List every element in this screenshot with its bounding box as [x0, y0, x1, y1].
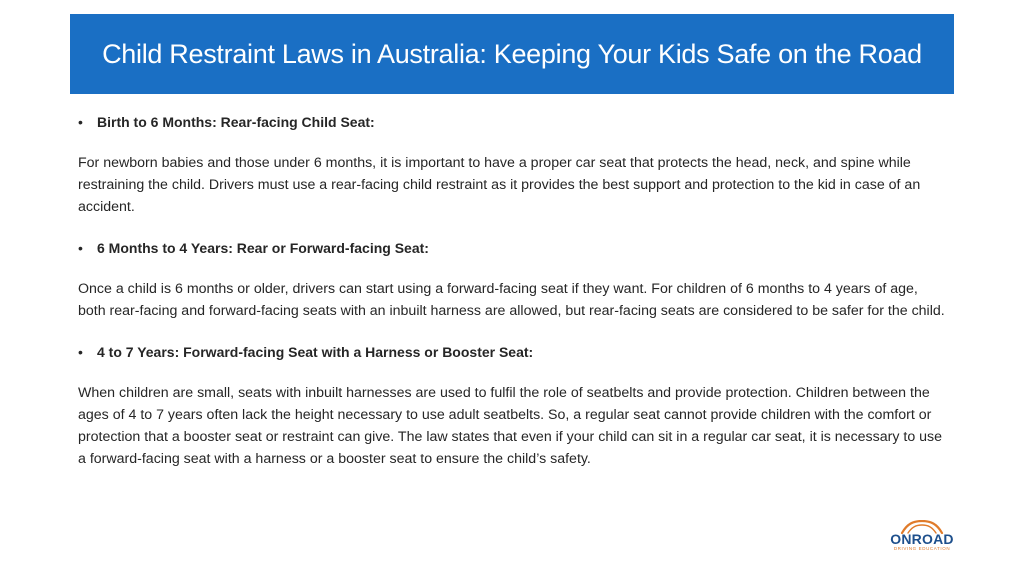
logo-name: ONROAD [890, 531, 954, 547]
section-paragraph: When children are small, seats with inbuilt harnesses are used to fulfil the role of seatbelts and provide protection. Children between the ages of 4 to 7 years often lack the height necessary to use adult seatbelts. So, a regular seat cannot provide children with the comfort or protection that a booster seat or restraint can give. The law states that even if your child can sit in a regular car seat, it is necessary to use a forward-facing seat with a harness or a booster seat to ensure the child’s safety. [78, 385, 943, 467]
bullet-icon: • [78, 114, 83, 130]
content-body [78, 112, 948, 490]
section-heading [78, 342, 948, 362]
title-banner [70, 14, 954, 94]
section-heading [78, 112, 948, 132]
logo-tagline: DRIVING EDUCATION [893, 546, 951, 551]
onroad-logo [886, 520, 958, 564]
section-paragraph: For newborn babies and those under 6 months, it is important to have a proper car seat that protects the head, neck, and spine while restraining the child. Drivers must use a rear-facing child restraint as it provides the best support and protection to the kid in case of an accident. [78, 155, 921, 215]
bullet-icon: • [78, 240, 83, 256]
page-title: Child Restraint Laws in Australia: Keeping Your Kids Safe on the Road [102, 38, 922, 69]
section-heading-text: 4 to 7 Years: Forward-facing Seat with a Harness or Booster Seat: [97, 344, 534, 360]
section-heading [78, 238, 948, 258]
bullet-icon: • [78, 344, 83, 360]
section-heading-text: Birth to 6 Months: Rear-facing Child Seat: [97, 114, 375, 130]
section-paragraph: Once a child is 6 months or older, drivers can start using a forward-facing seat if they want. For children of 6 months to 4 years of age, both rear-facing and forward-facing seats with an inbuilt harness are allowed, but rear-facing seats are considered to be safer for the child. [78, 281, 945, 319]
section-heading-text: 6 Months to 4 Years: Rear or Forward-facing Seat: [97, 240, 429, 256]
